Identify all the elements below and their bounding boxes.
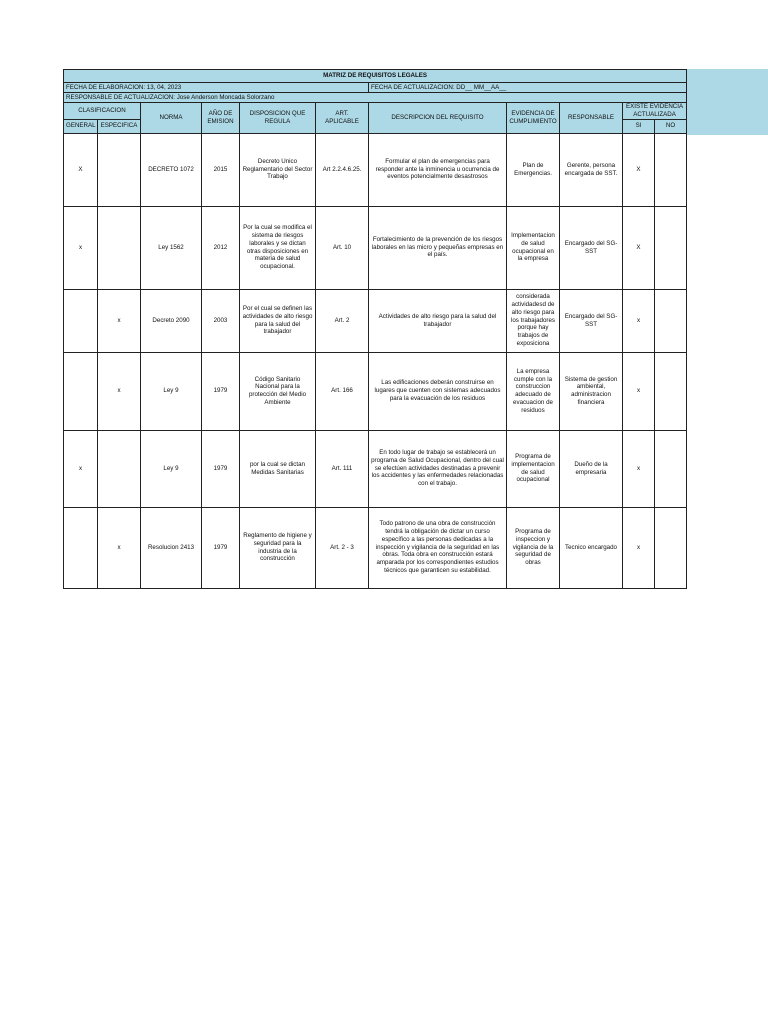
cell-no (655, 289, 687, 352)
cell-evidencia: Implementacion de salud ocupacional en la empresa (507, 206, 560, 289)
table-row (64, 507, 687, 588)
header-general: GENERAL (64, 119, 98, 133)
cell-evidencia: La empresa cumple con la construccion adecuado de evacuacion de residuos (507, 352, 560, 430)
cell-general: X (64, 133, 98, 206)
cell-responsable: Dueño de la empresaria (560, 430, 623, 507)
update-date: FECHA DE ACTUALIZACION: DD__ MM__AA__ (369, 83, 687, 93)
header-descripcion: DESCRIPCION DEL REQUISITO (369, 103, 507, 134)
legal-requirements-matrix (63, 69, 687, 589)
header-existe: EXISTE EVIDENCIA ACTUALIZADA (623, 103, 687, 120)
cell-general (64, 507, 98, 588)
header-row-1 (64, 103, 687, 120)
cell-especifica (98, 206, 141, 289)
cell-articulo: Art 2.2.4.6.25. (316, 133, 369, 206)
cell-norma: Ley 9 (141, 430, 202, 507)
matrix-title: MATRIZ DE REQUISITOS LEGALES (64, 70, 687, 83)
cell-no (655, 507, 687, 588)
update-responsible: RESPONSABLE DE ACTUALIZACION: Jose Anderson Moncada Solorzano (64, 93, 687, 103)
cell-no (655, 206, 687, 289)
header-disposicion: DISPOSICION QUE REGULA (240, 103, 316, 134)
cell-norma: Ley 9 (141, 352, 202, 430)
header-responsable: RESPONSABLE (560, 103, 623, 134)
cell-si: x (623, 352, 655, 430)
cell-especifica: x (98, 352, 141, 430)
cell-responsable: Encargado del SG-SST (560, 206, 623, 289)
cell-anio: 1979 (202, 507, 240, 588)
cell-si: X (623, 206, 655, 289)
cell-disposicion: Decreto Unico Reglamentario del Sector Trabajo (240, 133, 316, 206)
cell-evidencia: Programa de inspeccion y vigilancia de la seguridad de obras (507, 507, 560, 588)
cell-no (655, 352, 687, 430)
header-side-band (686, 69, 768, 135)
table-row (64, 430, 687, 507)
cell-especifica (98, 430, 141, 507)
cell-norma: Resolucion 2413 (141, 507, 202, 588)
cell-disposicion: Reglamento de higiene y seguridad para la industria de la construcción (240, 507, 316, 588)
cell-anio: 2003 (202, 289, 240, 352)
cell-norma: DECRETO 1072 (141, 133, 202, 206)
cell-especifica (98, 133, 141, 206)
cell-articulo: Art. 166 (316, 352, 369, 430)
cell-anio: 2015 (202, 133, 240, 206)
cell-responsable: Sistema de gestion ambiental, administracion financiera (560, 352, 623, 430)
dates-row (64, 83, 687, 93)
cell-norma: Decreto 2090 (141, 289, 202, 352)
cell-articulo: Art. 111 (316, 430, 369, 507)
cell-si: X (623, 133, 655, 206)
responsible-row (64, 93, 687, 103)
cell-responsable: Tecnico encargado (560, 507, 623, 588)
cell-general: x (64, 206, 98, 289)
cell-responsable: Encargado del SG-SST (560, 289, 623, 352)
cell-disposicion: por la cual se dictan Medidas Sanitarias (240, 430, 316, 507)
cell-evidencia: considerada actividadesd de alto riesgo para los trabajadores porque hay trabajos de exposiciona (507, 289, 560, 352)
cell-general: x (64, 430, 98, 507)
cell-articulo: Art. 2 (316, 289, 369, 352)
cell-si: x (623, 289, 655, 352)
cell-disposicion: Por la cual se modifica el sistema de riesgos laborales y se dictan otras disposiciones en materia de salud ocupacional. (240, 206, 316, 289)
cell-descripcion: Actividades de alto riesgo para la salud del trabajador (369, 289, 507, 352)
elaboration-date: FECHA DE ELABORACION: 13, 04, 2023 (64, 83, 369, 93)
cell-evidencia: Programa de implementacion de salud ocupacional (507, 430, 560, 507)
cell-anio: 1979 (202, 430, 240, 507)
table-row (64, 352, 687, 430)
cell-especifica: x (98, 507, 141, 588)
cell-disposicion: Por el cual se definen las actividades de alto riesgo para la salud del trabajador (240, 289, 316, 352)
cell-norma: Ley 1562 (141, 206, 202, 289)
cell-descripcion: En todo lugar de trabajo se establecerá un programa de Salud Ocupacional, dentro del cual se efectúen actividades destinadas a prevenir los accidentes y las enfermedades relacionadas con el trabajo. (369, 430, 507, 507)
cell-anio: 1979 (202, 352, 240, 430)
cell-articulo: Art. 2 - 3 (316, 507, 369, 588)
cell-descripcion: Las edificaciones deberán construirse en lugares que cuenten con sistemas adecuados para la evacuación de los residuos (369, 352, 507, 430)
title-row (64, 70, 687, 83)
header-especifica: ESPECIFICA (98, 119, 141, 133)
cell-articulo: Art. 10 (316, 206, 369, 289)
cell-si: x (623, 430, 655, 507)
header-anio: AÑO DE EMISION (202, 103, 240, 134)
cell-si: x (623, 507, 655, 588)
cell-no (655, 133, 687, 206)
cell-descripcion: Formular el plan de emergencias para responder ante la inminencia u ocurrencia de eventos potencialmente desastrosos (369, 133, 507, 206)
table-row (64, 289, 687, 352)
table-row (64, 206, 687, 289)
cell-disposicion: Código Sanitario Nacional para la protección del Medio Ambiente (240, 352, 316, 430)
cell-general (64, 289, 98, 352)
cell-no (655, 430, 687, 507)
cell-responsable: Gerente, persona encargada de SST. (560, 133, 623, 206)
header-norma: NORMA (141, 103, 202, 134)
cell-anio: 2012 (202, 206, 240, 289)
cell-descripcion: Fortalecimiento de la prevención de los riesgos laborales en las micro y pequeñas empresas en el país. (369, 206, 507, 289)
header-evidencia: EVIDENCIA DE CUMPLIMIENTO (507, 103, 560, 134)
cell-especifica: x (98, 289, 141, 352)
header-clasificacion: CLASIFICACION (64, 103, 141, 120)
header-articulo: ART. APLICABLE (316, 103, 369, 134)
cell-general (64, 352, 98, 430)
table-row (64, 133, 687, 206)
header-si: SI (623, 119, 655, 133)
header-no: NO (655, 119, 687, 133)
cell-evidencia: Plan de Emergencias. (507, 133, 560, 206)
cell-descripcion: Todo patrono de una obra de construcción tendrá la obligación de dictar un curso específico a las personas dedicadas a la inspección y vigilancia de la seguridad en las obras. Toda obra en construcción estará amparada por los correspondientes estudios técnicos que garanticen su estabilidad. (369, 507, 507, 588)
